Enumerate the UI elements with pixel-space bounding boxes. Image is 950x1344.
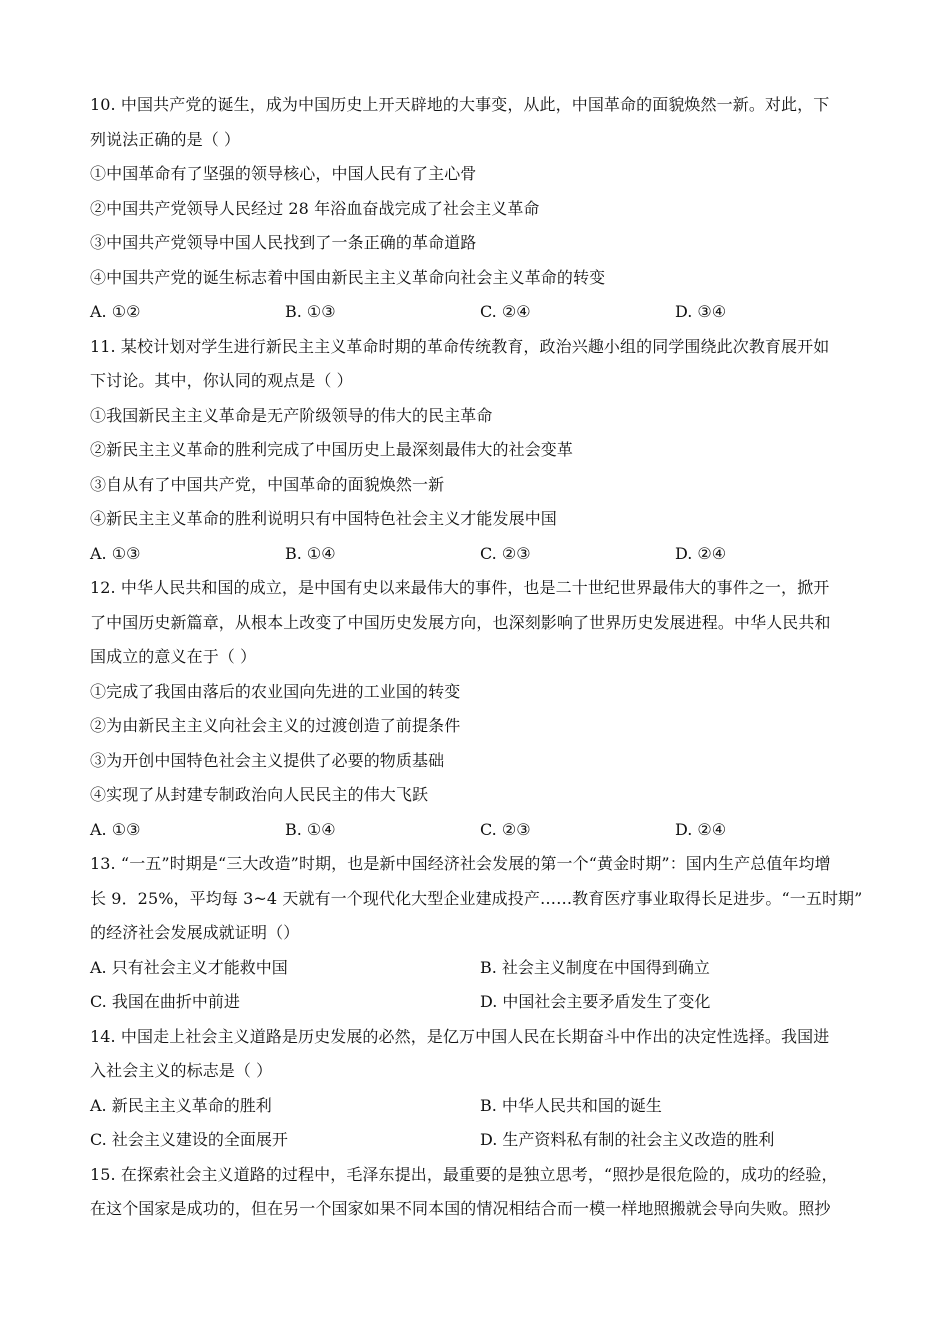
statement: ④新民主主义革命的胜利说明只有中国特色社会主义才能发展中国 [90, 509, 557, 528]
answer-options [90, 295, 875, 330]
question-stem-line: 11. 某校计划对学生进行新民主主义革命时期的革命传统教育，政治兴趣小组的同学围绕此次教育展开如 [90, 336, 830, 356]
statement: ③为开创中国特色社会主义提供了必要的物质基础 [90, 750, 445, 770]
question-stem-line: 13. “一五”时期是“三大改造”时期，也是新中国经济社会发展的第一个“黄金时期”：国内生产总值年均增 [90, 854, 831, 873]
option-c[interactable]: C. 我国在曲折中前进 [90, 992, 240, 1011]
question-14 [90, 1020, 875, 1158]
answer-options [90, 813, 875, 848]
statement: ③自从有了中国共产党，中国革命的面貌焕然一新 [90, 474, 445, 494]
question-stem-line: 14. 中国走上社会主义道路是历史发展的必然，是亿万中国人民在长期奋斗中作出的决定性选择。我国进 [90, 1026, 830, 1046]
option-d[interactable]: D. ②④ [675, 819, 727, 839]
option-d[interactable]: D. 中国社会主要矛盾发生了变化 [480, 992, 711, 1011]
answer-options [90, 537, 875, 572]
statement: ①中国革命有了坚强的领导核心，中国人民有了主心骨 [90, 164, 477, 183]
option-b[interactable]: B. 中华人民共和国的诞生 [480, 1095, 662, 1115]
question-10 [90, 88, 875, 330]
question-11 [90, 330, 875, 572]
option-b[interactable]: B. ①④ [285, 819, 336, 839]
option-a[interactable]: A. 新民主主义革命的胜利 [90, 1095, 272, 1115]
statement: ③中国共产党领导中国人民找到了一条正确的革命道路 [90, 233, 477, 252]
statement: ②中国共产党领导人民经过 28 年浴血奋战完成了社会主义革命 [90, 198, 540, 218]
question-stem-line: 12. 中华人民共和国的成立，是中国有史以来最伟大的事件，也是二十世纪世界最伟大的事件之一，掀开 [90, 578, 830, 597]
statement: ②新民主主义革命的胜利完成了中国历史上最深刻最伟大的社会变革 [90, 440, 574, 459]
option-c[interactable]: C. ②③ [480, 543, 531, 563]
statement: ①我国新民主主义革命是无产阶级领导的伟大的民主革命 [90, 405, 493, 425]
option-b[interactable]: B. 社会主义制度在中国得到确立 [480, 957, 710, 977]
option-d[interactable]: D. ②④ [675, 543, 727, 563]
option-a[interactable]: A. ①③ [90, 819, 141, 839]
answer-options-row [90, 1123, 875, 1158]
option-a[interactable]: A. 只有社会主义才能救中国 [90, 957, 288, 977]
question-stem-line: 的经济社会发展成就证明（） [90, 923, 300, 942]
question-13 [90, 847, 875, 1020]
question-stem-line: 在这个国家是成功的，但在另一个国家如果不同本国的情况相结合而一模一样地照搬就会导向失败。照抄 [90, 1199, 831, 1218]
option-a[interactable]: A. ①② [90, 302, 141, 321]
answer-options-row [90, 951, 875, 986]
answer-options-row [90, 985, 875, 1020]
question-12 [90, 571, 875, 847]
option-d[interactable]: D. 生产资料私有制的社会主义改造的胜利 [480, 1130, 775, 1149]
question-stem-line: 15. 在探索社会主义道路的过程中，毛泽东提出，最重要的是独立思考，“照抄是很危险的，成功的经验， [90, 1164, 838, 1184]
option-b[interactable]: B. ①③ [285, 302, 336, 321]
question-stem-line: 了中国历史新篇章，从根本上改变了中国历史发展方向，也深刻影响了世界历史发展进程。中华人民共和 [90, 612, 831, 632]
question-stem-line: 10. 中国共产党的诞生，成为中国历史上开天辟地的大事变，从此，中国革命的面貌焕然一新。对此，下 [90, 95, 830, 114]
option-d[interactable]: D. ③④ [675, 302, 727, 321]
option-a[interactable]: A. ①③ [90, 543, 141, 563]
option-c[interactable]: C. ②③ [480, 819, 531, 839]
question-stem-line: 列说法正确的是（ ） [90, 129, 241, 149]
question-15 [90, 1158, 875, 1227]
question-list [90, 88, 875, 1227]
question-stem-line: 长 9．25%，平均每 3~4 天就有一个现代化大型企业建成投产……教育医疗事业取得长足进步。“一五时期” [90, 888, 863, 908]
option-b[interactable]: B. ①④ [285, 543, 336, 563]
question-stem-line: 下讨论。其中，你认同的观点是（ ） [90, 371, 353, 390]
statement: ②为由新民主主义向社会主义的过渡创造了前提条件 [90, 716, 461, 735]
statement: ④实现了从封建专制政治向人民民主的伟大飞跃 [90, 785, 429, 804]
statement: ④中国共产党的诞生标志着中国由新民主主义革命向社会主义革命的转变 [90, 267, 606, 287]
question-stem-line: 国成立的意义在于（ ） [90, 647, 257, 666]
option-c[interactable]: C. ②④ [480, 302, 531, 321]
statement: ①完成了我国由落后的农业国向先进的工业国的转变 [90, 681, 461, 701]
question-stem-line: 入社会主义的标志是（ ） [90, 1061, 273, 1080]
option-c[interactable]: C. 社会主义建设的全面展开 [90, 1130, 288, 1149]
answer-options-row [90, 1089, 875, 1124]
